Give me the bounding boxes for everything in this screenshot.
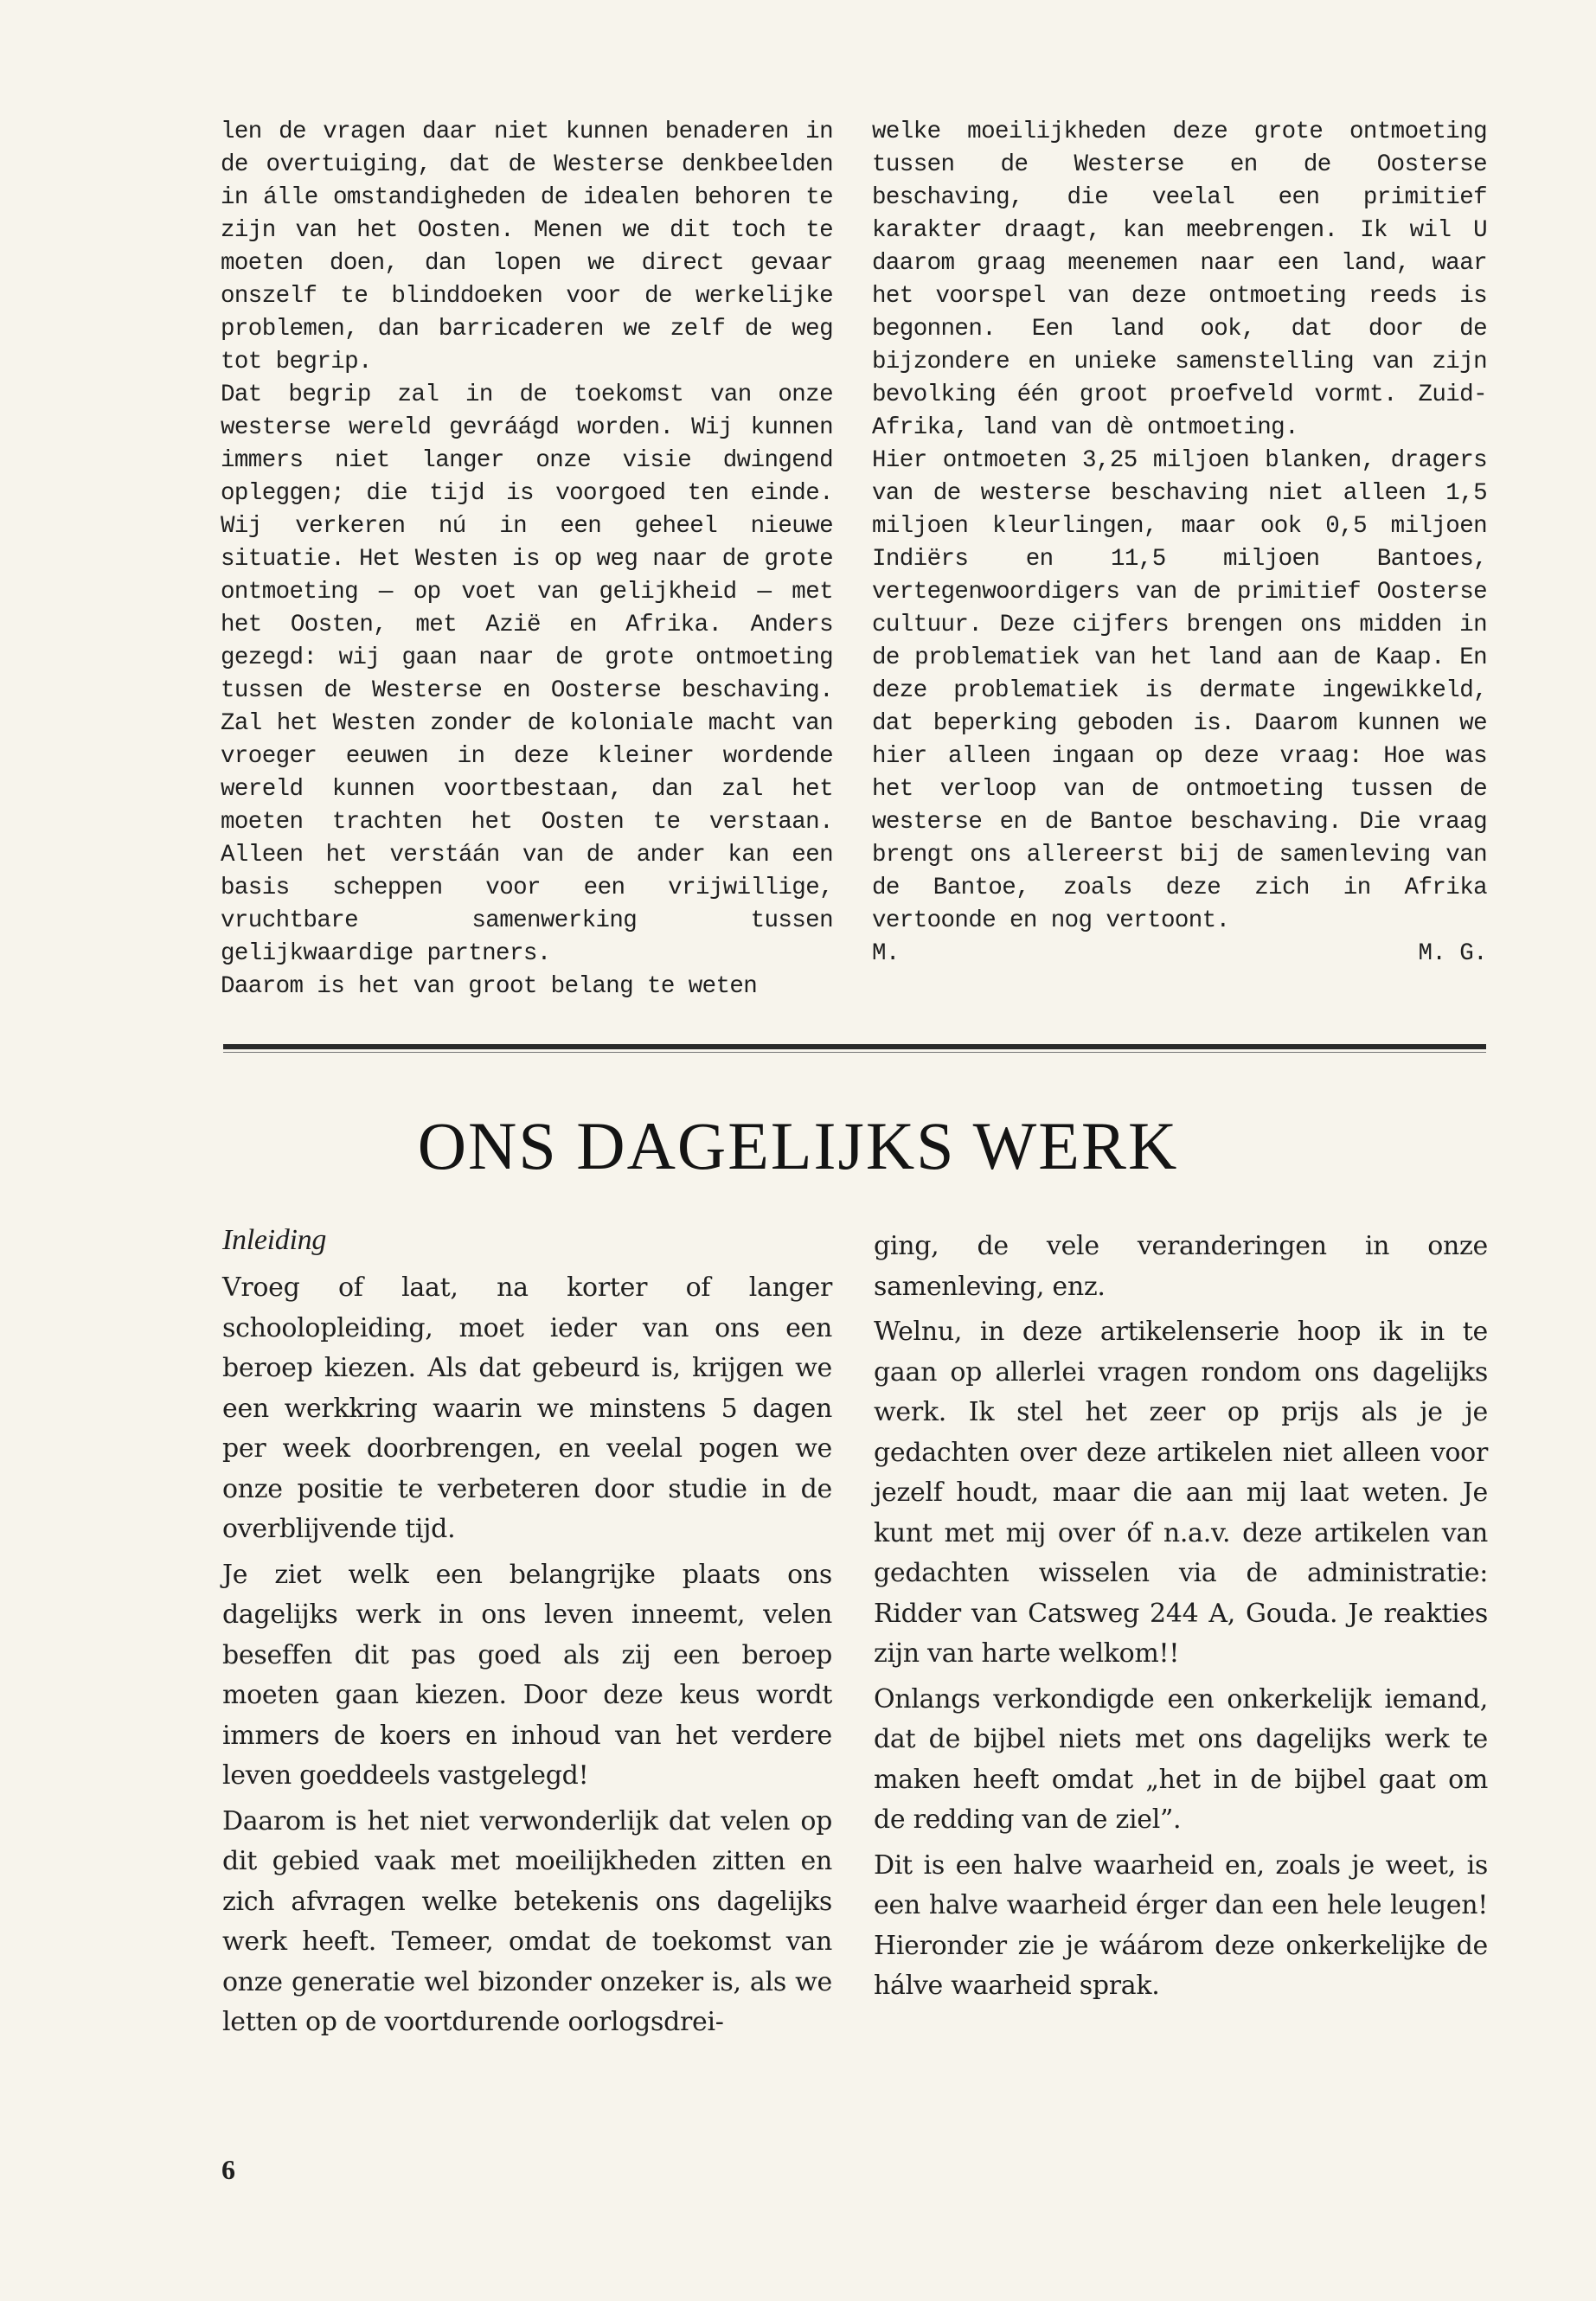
section-divider-thin [223, 1052, 1486, 1053]
paragraph: Daarom is het niet verwonderlijk dat velen op dit gebied vaak met moeilijkheden zitten en zich afvragen welke betekenis ons dagelijks werk heeft. Temeer, omdat de toekomst van onze generatie wel bizonder onzeker is, als we letten op de voortdurende oorlogsdrei- [222, 1805, 832, 2037]
section-divider [223, 1044, 1486, 1049]
signature-left: M. [872, 940, 900, 967]
article-title: ONS DAGELIJKS WERK [417, 1108, 1179, 1183]
signature-right: M. G. [1418, 940, 1487, 967]
article2-left-column [222, 1218, 832, 2048]
page-number: 6 [221, 2154, 235, 2185]
paragraph: Dat begrip zal in de toekomst van onze westerse wereld gevráágd worden. Wij kunnen immers niet langer onze visie dwingend opleggen; die tijd is voorgoed ten einde. Wij verkeren nú in een geheel nieuwe situatie. Het Westen is op weg naar de grote ontmoeting — op voet van gelijkheid — met het Oosten, met Azië en Afrika. Anders gezegd: wij gaan naar de grote ontmoeting tussen de Westerse en Oosterse beschaving. Zal het Westen zonder de koloniale macht van vroeger eeuwen in deze kleiner wordende wereld kunnen voortbestaan, dan zal het moeten trachten het Oosten te verstaan. Alleen het verstáán van de ander kan een basis scheppen voor een vrijwillige, vruchtbare samenwerking tussen gelijkwaardige partners. [221, 381, 833, 967]
paragraph: Vroeg of laat, na korter of langer schoolopleiding, moet ieder van ons een beroep kiezen. Als dat gebeurd is, krijgen we een werkkring waarin we minstens 5 dagen per week doorbrengen, en veelal pogen we onze positie te verbeteren door studie in de overblijvende tijd. [222, 1272, 832, 1544]
paragraph: Welnu, in deze artikelenserie hoop ik in te gaan op allerlei vragen rondom ons dagelijks werk. Ik stel het zeer op prijs als je je gedachten over deze artikelen niet alleen voor jezelf houdt, maar die aan mij laat weten. Je kunt met mij over óf n.a.v. deze artikelen van gedachten wisselen via de administratie: Ridder van Catsweg 244 A, Gouda. Je reakties zijn van harte welkom!! [874, 1317, 1488, 1669]
paragraph: welke moeilijkheden deze grote ontmoeting tussen de Westerse en de Oosterse beschaving, die veelal een primitief karakter draagt, kan meebrengen. Ik wil U daarom graag meenemen naar een land, waar het voorspel van deze ontmoeting reeds is begonnen. Een land ook, dat door de bijzondere en unieke samenstelling van zijn bevolking één groot proefveld vormt. Zuid-Afrika, land van dè ontmoeting. [872, 119, 1487, 441]
paragraph: Je ziet welk een belangrijke plaats ons dagelijks werk in ons leven inneemt, velen beseffen dit pas goed als zij een beroep moeten gaan kiezen. Door deze keus wordt immers de koers en inhoud van het verdere leven goeddeels vastgelegd! [222, 1559, 832, 1791]
signature-line [872, 938, 1487, 971]
paragraph: ging, de vele veranderingen in onze samenleving, enz. [874, 1231, 1488, 1302]
paragraph: Hier ontmoeten 3,25 miljoen blanken, dragers van de westerse beschaving niet alleen 1,5 miljoen kleurlingen, maar ook 0,5 miljoen Indiërs en 11,5 miljoen Bantoes, vertegenwoordigers van de primitief Oosterse cultuur. Deze cijfers brengen ons midden in de problematiek van het land aan de Kaap. En deze problematiek is dermate ingewikkeld, dat beperking geboden is. Daarom kunnen we hier alleen ingaan op deze vraag: Hoe was het verloop van de ontmoeting tussen de westerse en de Bantoe beschaving. Die vraag brengt ons allereerst bij de samenleving van de Bantoe, zoals deze zich in Afrika vertoonde en nog vertoont. [872, 447, 1487, 934]
article1-left-column [221, 116, 833, 1003]
paragraph: Daarom is het van groot belang te weten [221, 973, 758, 1000]
article1-right-column [872, 116, 1487, 971]
paragraph: Dit is een halve waarheid en, zoals je weet, is een halve waarheid érger dan een hele leugen! Hieronder zie je wáárom deze onkerkelijke de hálve waarheid sprak. [874, 1849, 1488, 2001]
paragraph: len de vragen daar niet kunnen benaderen in de overtuiging, dat de Westerse denkbeelden in álle omstandigheden de idealen behoren te zijn van het Oosten. Menen we dit toch te moeten doen, dan lopen we direct gevaar onszelf te blinddoeken voor de werkelijke problemen, dan barricaderen we zelf de weg tot begrip. [221, 119, 833, 375]
article2-right-column [874, 1227, 1488, 2012]
section-subheading: Inleiding [222, 1224, 327, 1256]
paragraph: Onlangs verkondigde een onkerkelijk iemand, dat de bijbel niets met ons dagelijks werk te maken heeft omdat „het in de bijbel gaat om de redding van de ziel”. [874, 1683, 1488, 1835]
